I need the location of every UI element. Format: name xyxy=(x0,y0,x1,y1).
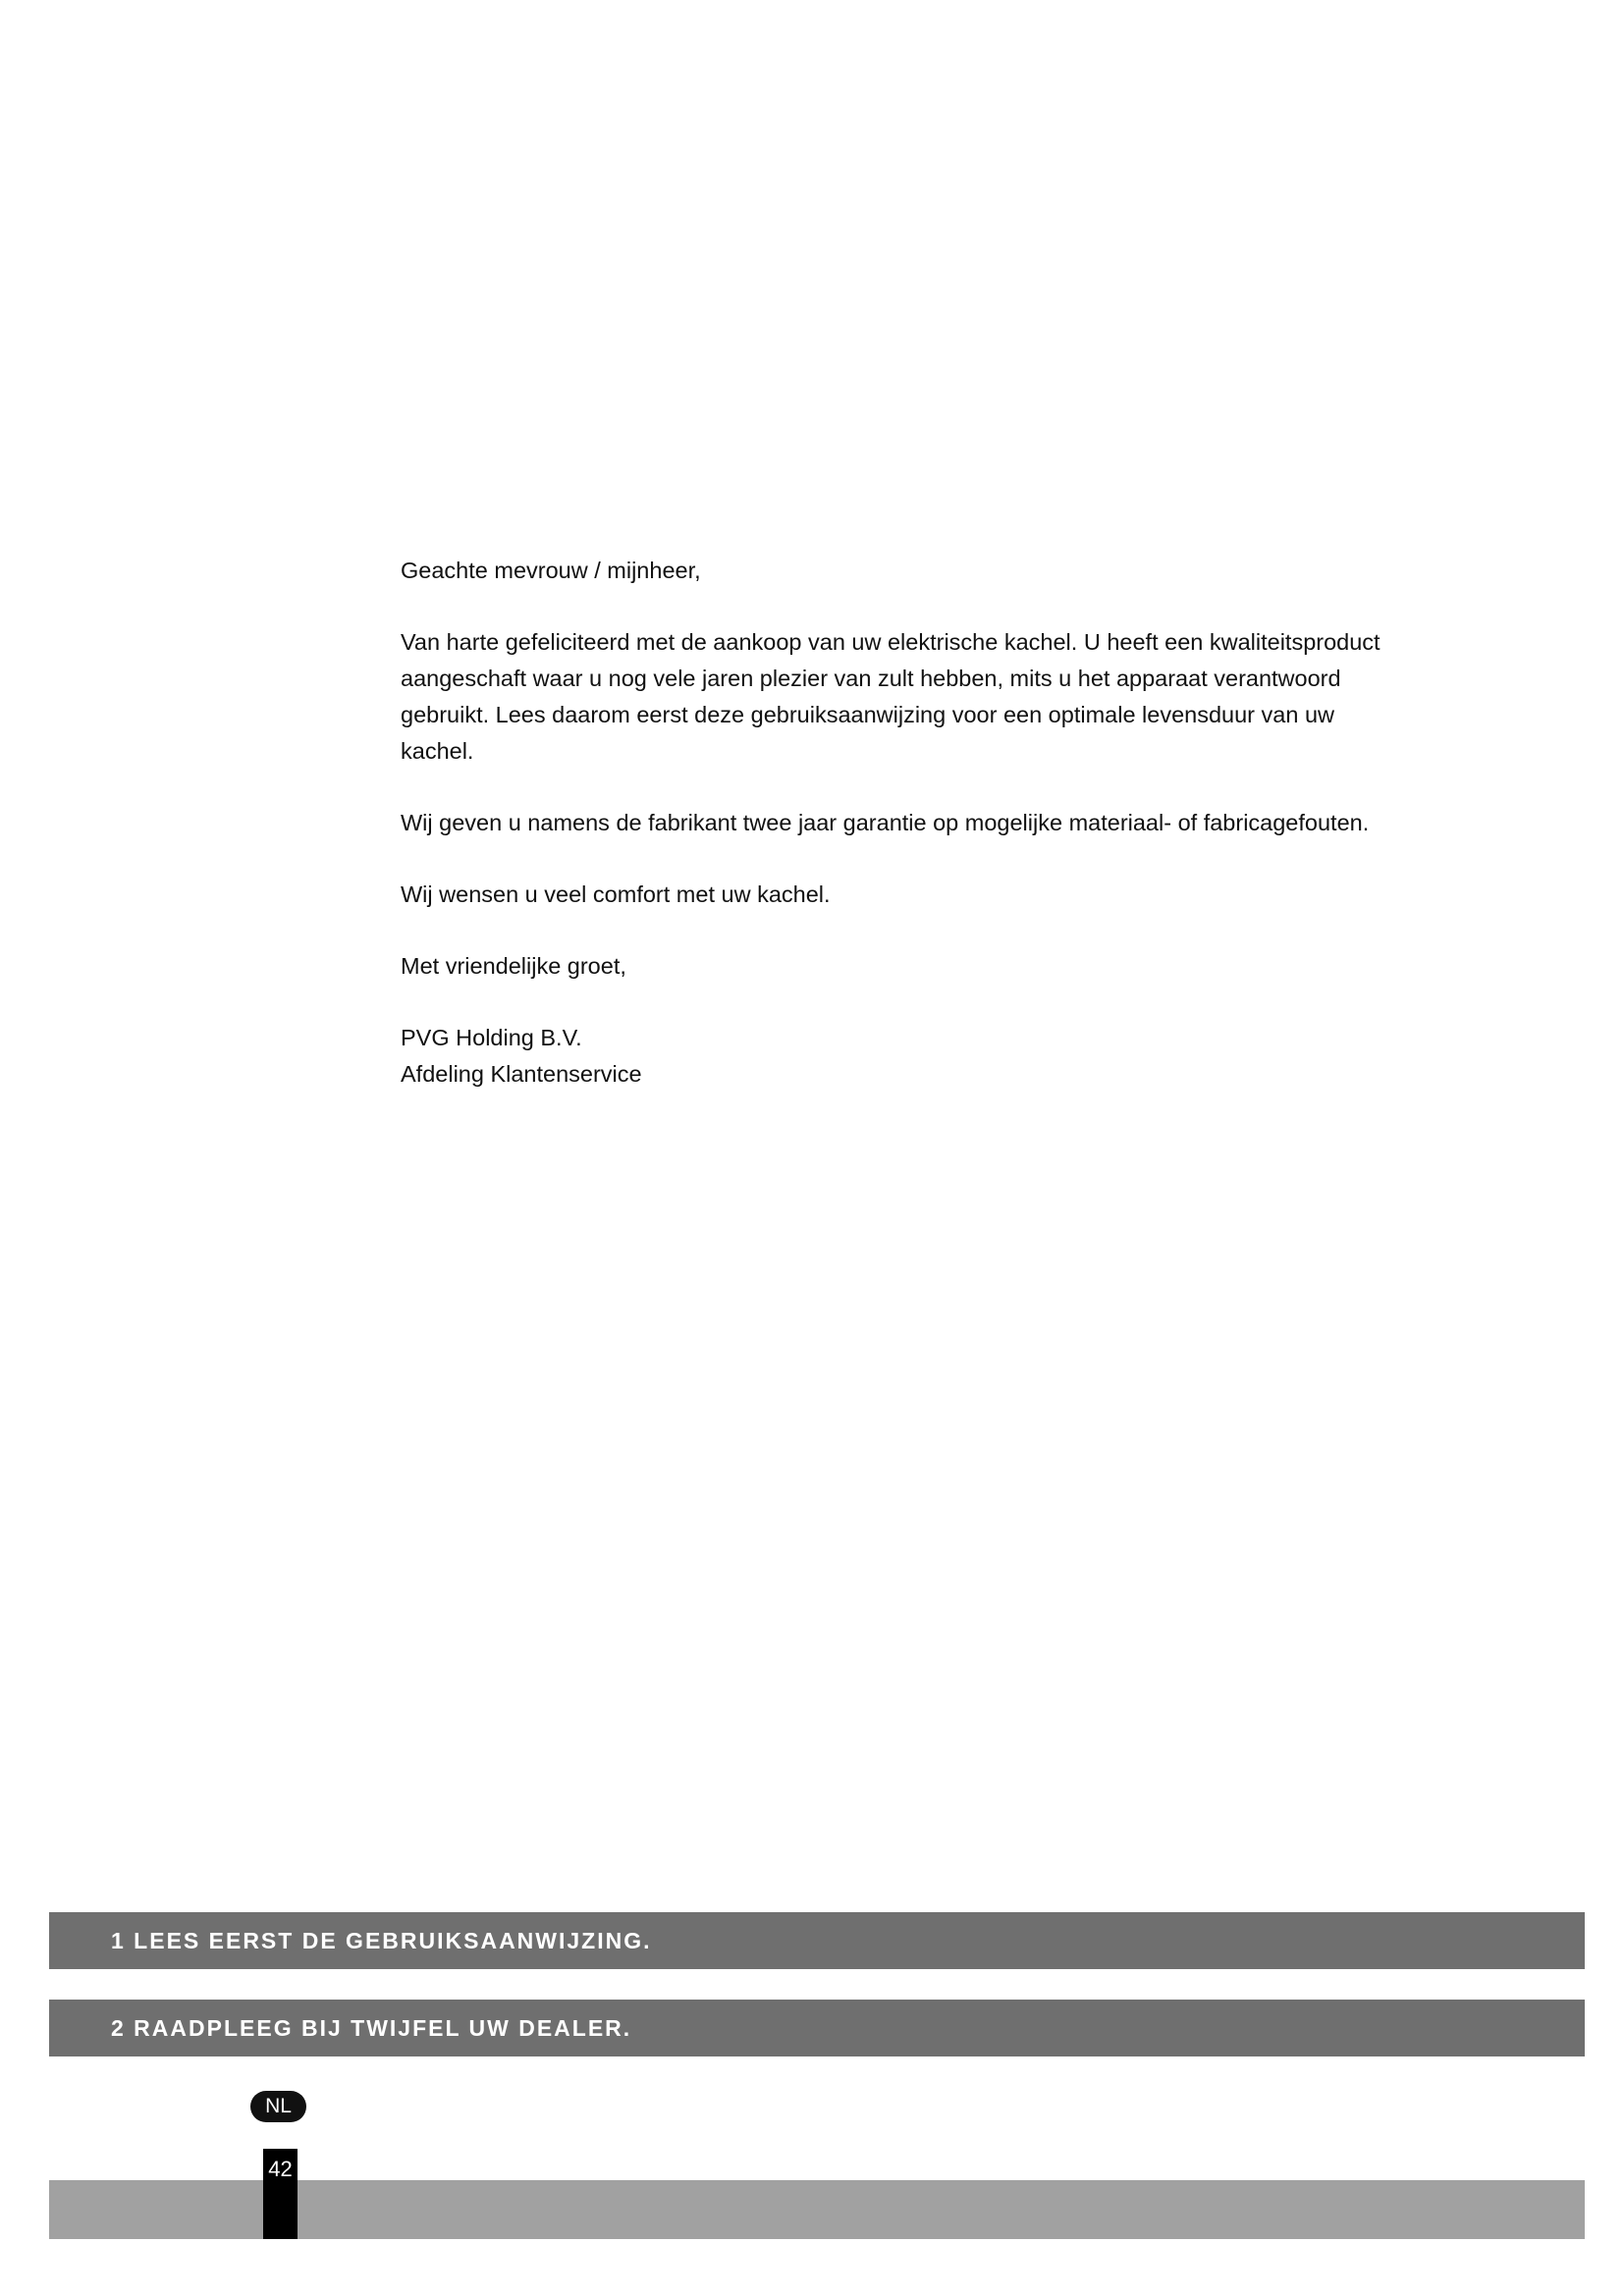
comfort-paragraph: Wij wensen u veel comfort met uw kachel. xyxy=(401,881,831,907)
intro-line: kachel. xyxy=(401,738,474,764)
salutation: Geachte mevrouw / mijnheer, xyxy=(401,558,701,583)
notice-bar-read-manual: 1 LEES EERST DE GEBRUIKSAANWIJZING. xyxy=(49,1912,1585,1969)
intro-line: gebruikt. Lees daarom eerst deze gebruiksaanwijzing voor een optimale levensduur van uw xyxy=(401,702,1334,727)
signature-company: PVG Holding B.V. xyxy=(401,1025,582,1050)
signature-department: Afdeling Klantenservice xyxy=(401,1061,642,1087)
warranty-paragraph: Wij geven u namens de fabrikant twee jaar garantie op mogelijke materiaal- of fabricagefouten. xyxy=(401,810,1370,835)
intro-line: aangeschaft waar u nog vele jaren plezier van zult hebben, mits u het apparaat verantwoord xyxy=(401,666,1341,691)
signature xyxy=(401,1020,1481,1093)
language-badge: NL xyxy=(250,2091,306,2122)
notice-bar-consult-dealer: 2 RAADPLEEG BIJ TWIJFEL UW DEALER. xyxy=(49,2000,1585,2056)
intro-paragraph xyxy=(401,624,1481,770)
page-number: 42 xyxy=(268,2157,293,2181)
closing: Met vriendelijke groet, xyxy=(401,953,626,979)
letter-body xyxy=(401,553,1481,1093)
intro-line: Van harte gefeliciteerd met de aankoop van uw elektrische kachel. U heeft een kwaliteitsproduct xyxy=(401,629,1380,655)
page-number-tab xyxy=(263,2149,298,2239)
